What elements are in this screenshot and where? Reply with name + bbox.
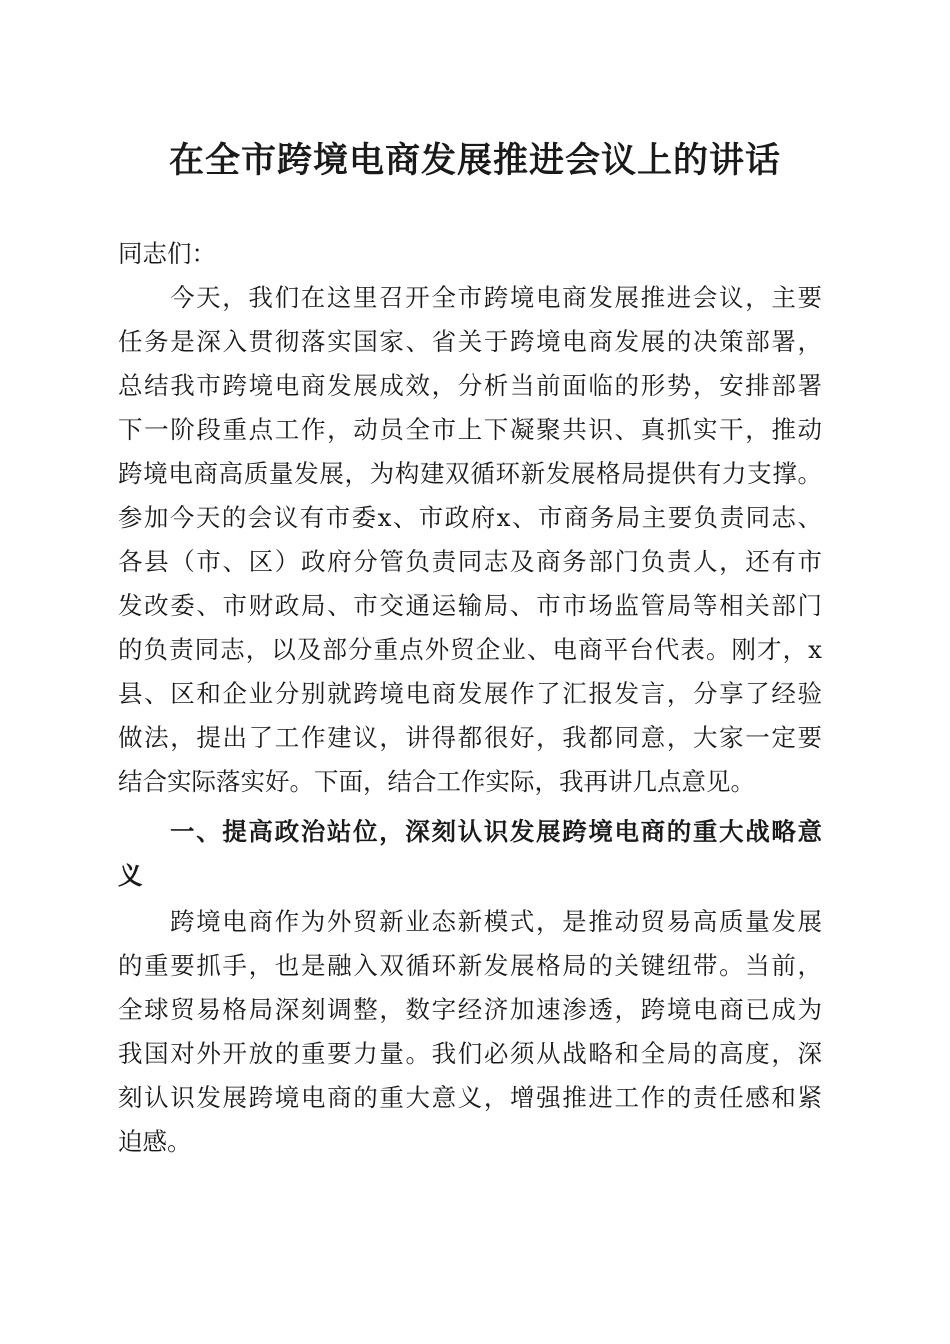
paragraph-line: 我国对外开放的重要力量。我们必须从战略和全局的高度，深 bbox=[118, 1039, 822, 1068]
paragraph-line: 全球贸易格局深刻调整，数字经济加速渗透，跨境电商已成为 bbox=[118, 995, 822, 1024]
paragraph-line: 发改委、市财政局、市交通运输局、市市场监管局等相关部门 bbox=[118, 591, 822, 620]
paragraph-line: 的重要抓手，也是融入双循环新发展格局的关键纽带。当前， bbox=[118, 951, 822, 980]
paragraph-line: 结合实际落实好。下面，结合工作实际，我再讲几点意见。 bbox=[118, 767, 755, 796]
section-heading: 一、提高政治站位，深刻认识发展跨境电商的重大战略意 bbox=[170, 817, 822, 846]
paragraph-line: 下一阶段重点工作，动员全市上下凝聚共识、真抓实干，推动 bbox=[118, 415, 822, 444]
paragraph-line: 各县（市、区）政府分管负责同志及商务部门负责人，还有市 bbox=[118, 547, 822, 576]
paragraph-line: 今天，我们在这里召开全市跨境电商发展推进会议，主要 bbox=[170, 283, 822, 312]
paragraph-line: 跨境电商高质量发展，为构建双循环新发展格局提供有力支撑。 bbox=[118, 459, 822, 488]
paragraph-line: 的负责同志，以及部分重点外贸企业、电商平台代表。刚才，x bbox=[118, 635, 822, 664]
paragraph-line: 迫感。 bbox=[118, 1127, 192, 1156]
paragraph-line: 总结我市跨境电商发展成效，分析当前面临的形势，安排部署 bbox=[118, 371, 822, 400]
paragraph-line: 做法，提出了工作建议，讲得都很好，我都同意，大家一定要 bbox=[118, 723, 822, 752]
paragraph-line: 跨境电商作为外贸新业态新模式，是推动贸易高质量发展 bbox=[170, 907, 822, 936]
salutation: 同志们： bbox=[118, 239, 216, 268]
paragraph-line: 刻认识发展跨境电商的重大意义，增强推进工作的责任感和紧 bbox=[118, 1083, 822, 1112]
paragraph-line: 县、区和企业分别就跨境电商发展作了汇报发言，分享了经验 bbox=[118, 679, 822, 708]
paragraph-line: 任务是深入贯彻落实国家、省关于跨境电商发展的决策部署， bbox=[118, 327, 822, 356]
paragraph-line: 参加今天的会议有市委x、市政府x、市商务局主要负责同志、 bbox=[118, 503, 822, 532]
document-title: 在全市跨境电商发展推进会议上的讲话 bbox=[168, 140, 781, 181]
section-heading: 义 bbox=[118, 861, 143, 890]
